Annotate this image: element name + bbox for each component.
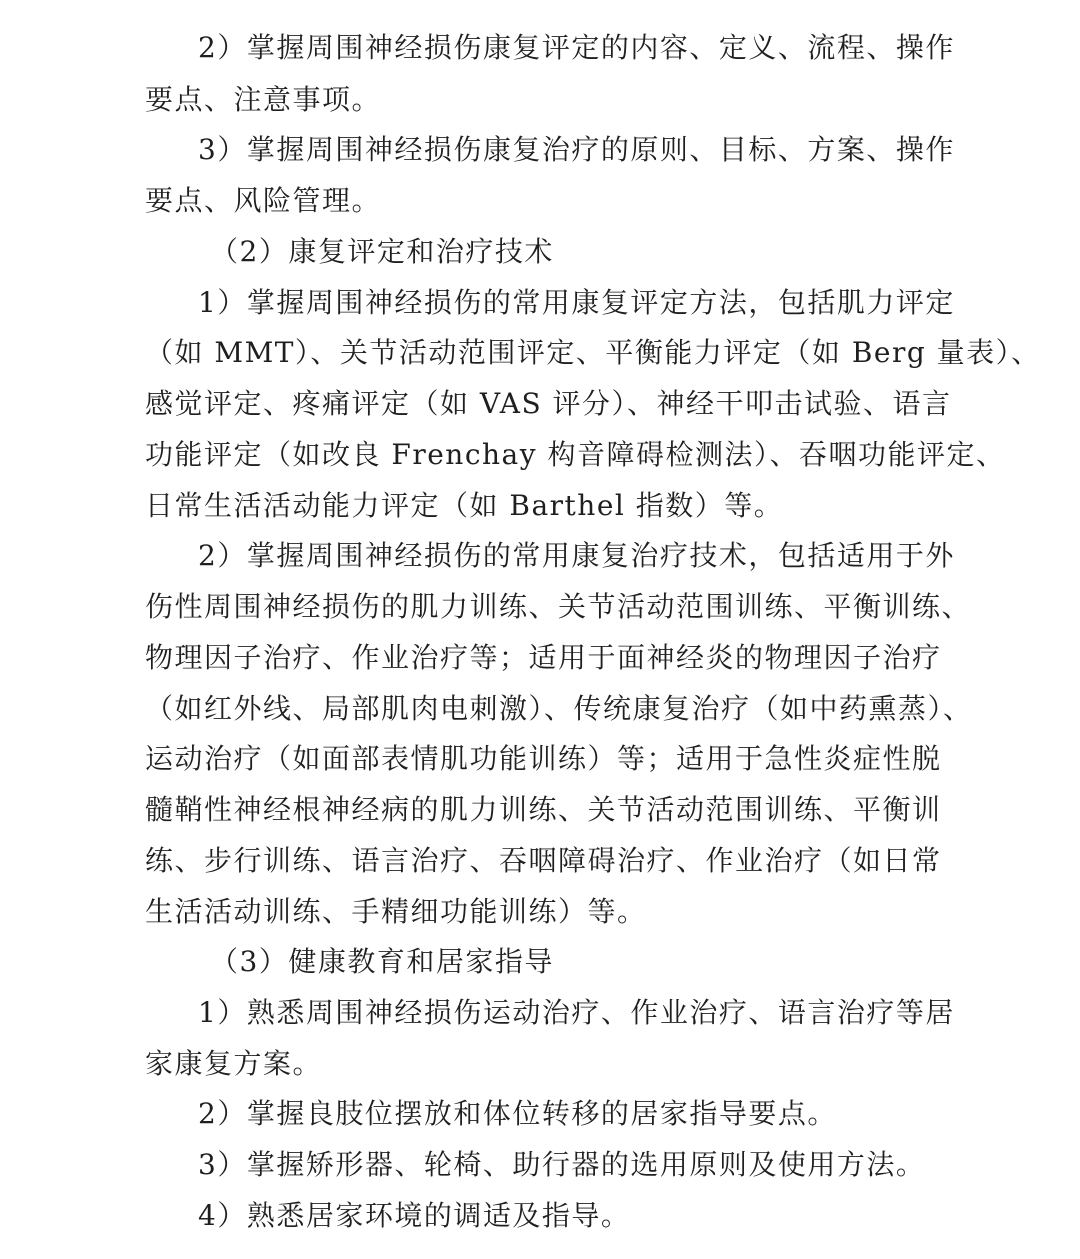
text-line: 3）掌握矫形器、轮椅、助行器的选用原则及使用方法。 (198, 1148, 926, 1181)
text-line: 物理因子治疗、作业治疗等；适用于面神经炎的物理因子治疗 (145, 641, 942, 674)
section-heading: （2）康复评定和治疗技术 (210, 235, 554, 268)
text-line: 日常生活活动能力评定（如 Barthel 指数）等。 (145, 489, 784, 522)
text-line: 生活活动训练、手精细功能训练）等。 (145, 895, 647, 928)
text-line: 感觉评定、疼痛评定（如 VAS 评分）、神经干叩击试验、语言 (145, 387, 952, 420)
text-line: 功能评定（如改良 Frenchay 构音障碍检测法）、吞咽功能评定、 (145, 438, 1006, 471)
text-line: 2）掌握良肢位摆放和体位转移的居家指导要点。 (198, 1097, 837, 1130)
text-line: 3）掌握周围神经损伤康复治疗的原则、目标、方案、操作 (198, 133, 955, 166)
text-line: 2）掌握周围神经损伤康复评定的内容、定义、流程、操作 (198, 31, 955, 64)
text-line: 4）熟悉居家环境的调适及指导。 (198, 1199, 631, 1232)
text-line: （如红外线、局部肌肉电刺激）、传统康复治疗（如中药熏蒸）、 (145, 692, 973, 725)
text-line: 髓鞘性神经根神经病的肌力训练、关节活动范围训练、平衡训 (145, 793, 942, 826)
text-line: 练、步行训练、语言治疗、吞咽障碍治疗、作业治疗（如日常 (145, 844, 942, 877)
section-heading: （3）健康教育和居家指导 (210, 945, 554, 978)
text-line: 2）掌握周围神经损伤的常用康复治疗技术，包括适用于外 (198, 539, 955, 572)
text-line: 1）掌握周围神经损伤的常用康复评定方法，包括肌力评定 (198, 286, 955, 319)
text-line: 伤性周围神经损伤的肌力训练、关节活动范围训练、平衡训练、 (145, 590, 972, 623)
text-line: （如 MMT）、关节活动范围评定、平衡能力评定（如 Berg 量表）、 (145, 336, 1041, 369)
text-line: 运动治疗（如面部表情肌功能训练）等；适用于急性炎症性脱 (145, 742, 942, 775)
text-line: 家康复方案。 (145, 1047, 323, 1080)
text-line: 1）熟悉周围神经损伤运动治疗、作业治疗、语言治疗等居 (198, 996, 955, 1029)
text-line: 要点、注意事项。 (145, 83, 382, 116)
text-line: 要点、风险管理。 (145, 184, 382, 217)
